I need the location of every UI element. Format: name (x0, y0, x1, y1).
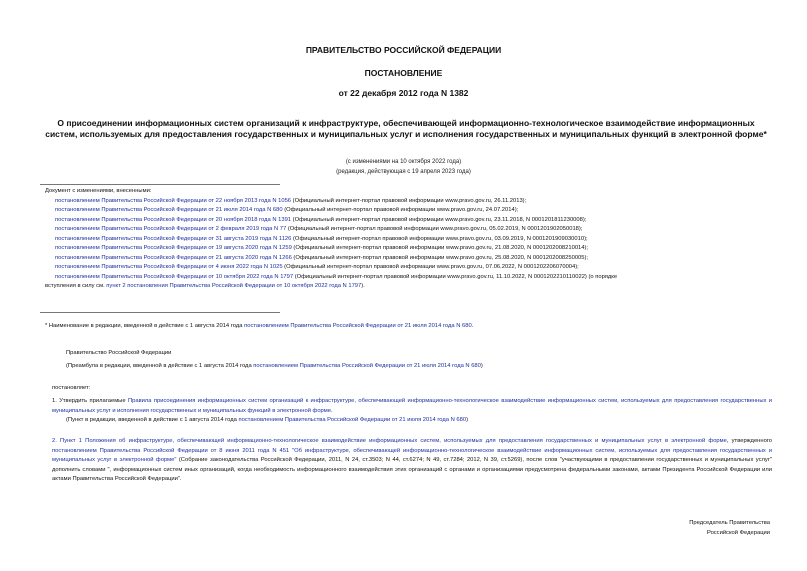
amendment-link[interactable]: постановлением Правительства Российской Федерации от 31 августа 2019 года N 1126 (55, 235, 292, 242)
paragraph-1-note-end: ) (466, 417, 469, 423)
entry-into-force-text: вступления в силу см. (45, 283, 107, 289)
paragraph-1-text: 1. Утвердить прилагаемые (52, 398, 128, 404)
amendment-source: (Официальный интернет-портал правовой информации www.pravo.gov.ru, 11.10.2022, N 0001202210110022) (о порядке (293, 273, 618, 280)
preamble-note (66, 362, 766, 372)
entry-into-force-link[interactable]: пункт 2 постановления Правительства Российской Федерации от 10 октября 2022 года N 1797 (106, 283, 362, 289)
rules-link[interactable]: Правила присоединения информационных систем организаций к инфраструктуре, обеспечивающей информационно-технологическое взаимодействие информационных систем, используемых для предоставления государственных и муниципальных услуг и исполнения государственных и муниципальных функций в электронной форме (52, 398, 772, 414)
amendment-link[interactable]: постановлением Правительства Российской Федерации от 2 февраля 2019 года N 77 (55, 226, 287, 232)
signature-title: Председатель Правительства (689, 520, 770, 526)
issuer-heading: ПРАВИТЕЛЬСТВО РОССИЙСКОЙ ФЕДЕРАЦИИ (305, 45, 502, 55)
amendment-item (45, 235, 770, 245)
document-type-heading: ПОСТАНОВЛЕНИЕ (364, 68, 443, 78)
divider-bottom (40, 312, 280, 313)
preamble-government: Правительство Российской Федерации (66, 350, 172, 356)
amendment-item (45, 254, 770, 264)
signature-org: Российской Федерации (706, 529, 770, 536)
signature-block (689, 519, 770, 538)
paragraph-2-text: , утвержденного (726, 438, 773, 444)
amendment-link[interactable]: постановлением Правительства Российской Федерации от 21 августа 2020 года N 1266 (55, 254, 292, 261)
amendment-source: (Официальный интернет-портал правовой информации www.pravo.gov.ru, 24.07.2014); (282, 207, 519, 213)
paragraph-1-note-link[interactable]: постановлением Правительства Российской Федерации от 21 июля 2014 года N 680 (238, 417, 467, 423)
amendment-source: (Официальный интернет-портал правовой информации www.pravo.gov.ru, 26.11.2013); (291, 197, 527, 204)
amendment-item (45, 197, 770, 207)
resolution-451-link[interactable]: постановлением Правительства Российской Федерации от 8 июня 2011 года N 451 "Об инфраструктуре, обеспечивающей информационно-технологическое взаимодействие информационных систем, используемых для предоставления государственных и муниципальных услуг в электронной форме" (52, 447, 772, 463)
paragraph-1-note-text: (Пункт в редакции, введенной в действие с 1 августа 2014 года (66, 417, 239, 423)
amendment-item (45, 263, 770, 273)
paragraph-1 (52, 397, 772, 416)
amendment-source: (Официальный интернет-портал правовой информации www.pravo.gov.ru, 21.08.2020, N 0001202008210014); (291, 245, 589, 251)
amendment-link[interactable]: постановлением Правительства Российской Федерации от 21 июля 2014 года N 680 (55, 207, 283, 213)
amendment-source: (Официальный интернет-портал правовой информации www.pravo.gov.ru, 03.09.2019, N 0001201909030010); (291, 235, 588, 242)
preamble-note-text: (Преамбула в редакции, введенной в действие с 1 августа 2014 года (66, 363, 254, 369)
amendment-source: (Официальный интернет-портал правовой информации www.pravo.gov.ru, 23.11.2018, N 0001201811230008); (291, 216, 587, 223)
amendment-item (45, 225, 770, 235)
title-footnote (45, 322, 770, 332)
amendment-item (45, 206, 770, 216)
decree-word: постановляет: (52, 385, 91, 391)
document-date-number: от 22 декабря 2012 года N 1382 (338, 88, 469, 98)
regulation-link[interactable]: 2. Пункт 1 Положения об инфраструктуре, обеспечивающей информационно-технологическое взаимодействие информационных систем, используемых для предоставления государственных и муниципальных услуг в электронной форме (52, 438, 727, 444)
amendment-link[interactable]: постановлением Правительства Российской Федерации от 4 июня 2022 года N 1025 (55, 264, 283, 270)
preamble-note-link[interactable]: постановлением Правительства Российской Федерации от 21 июля 2014 года N 680 (253, 363, 481, 369)
divider-top (40, 184, 280, 185)
paragraph-1-note (66, 416, 766, 426)
paragraph-1-end: . (330, 407, 333, 414)
amendment-link[interactable]: постановлением Правительства Российской Федерации от 19 августа 2020 года N 1259 (55, 245, 292, 251)
paragraph-2 (52, 437, 772, 485)
amendment-item-continuation (45, 282, 770, 292)
closing-punctuation: ). (361, 283, 365, 289)
amendments-intro: Документ с изменениями, внесенными: (45, 188, 152, 194)
amendment-source: (Официальный интернет-портал правовой информации www.pravo.gov.ru, 07.06.2022, N 0001202206070004); (282, 264, 579, 270)
amendments-list (45, 187, 770, 292)
amendment-source: (Официальный интернет-портал правовой информации www.pravo.gov.ru, 25.08.2020, N 0001202008250005); (291, 254, 589, 261)
amendment-link[interactable]: постановлением Правительства Российской Федерации от 22 ноября 2013 года N 1056 (55, 197, 292, 204)
document-title: О присоединении информационных систем организаций к инфраструктуре, обеспечивающей информационно-технологическое взаимодействие информационных систем, используемых для предоставления государственных и муниципальных услуг и исполнения государственных и муниципальных функций в электронной форме* (45, 118, 767, 139)
effective-edition-note: (редакция, действующая с 19 апреля 2023 года) (336, 169, 471, 175)
amendment-item (45, 216, 770, 226)
amendment-item (45, 244, 770, 254)
amendment-item (45, 273, 770, 283)
footnote-text: * Наименование в редакции, введенной в действие с 1 августа 2014 года (45, 323, 245, 329)
footnote-end: . (471, 323, 474, 329)
preamble-note-end: ) (480, 363, 483, 369)
changes-note: (с изменениями на 10 октября 2022 года) (345, 159, 462, 165)
amendment-source: (Официальный интернет-портал правовой информации www.pravo.gov.ru, 05.02.2019, N 0001201902050018); (286, 226, 583, 232)
footnote-link[interactable]: постановлением Правительства Российской Федерации от 21 июля 2014 года N 680 (244, 323, 472, 329)
amendment-link[interactable]: постановлением Правительства Российской Федерации от 10 октября 2022 года N 1797 (55, 273, 294, 280)
paragraph-2-rest: (Собрание законодательства Российской Федерации, 2011, N 24, ст.3503; N 44, ст.6274; N 49, ст.7284; 2012, N 39, ст.5269), после слов "участвующими в предоставлении государственных и муниципальных услуг" дополнить словами ", информационных систем иных организаций, когда необходимость информационного взаимодействия этих организаций с органами и организациями предусмотрена федеральными законами, актами Президента Российской Федерации или актами Правительства Российской Федерации". (52, 457, 772, 482)
amendment-link[interactable]: постановлением Правительства Российской Федерации от 20 ноября 2018 года N 1391 (55, 216, 292, 223)
